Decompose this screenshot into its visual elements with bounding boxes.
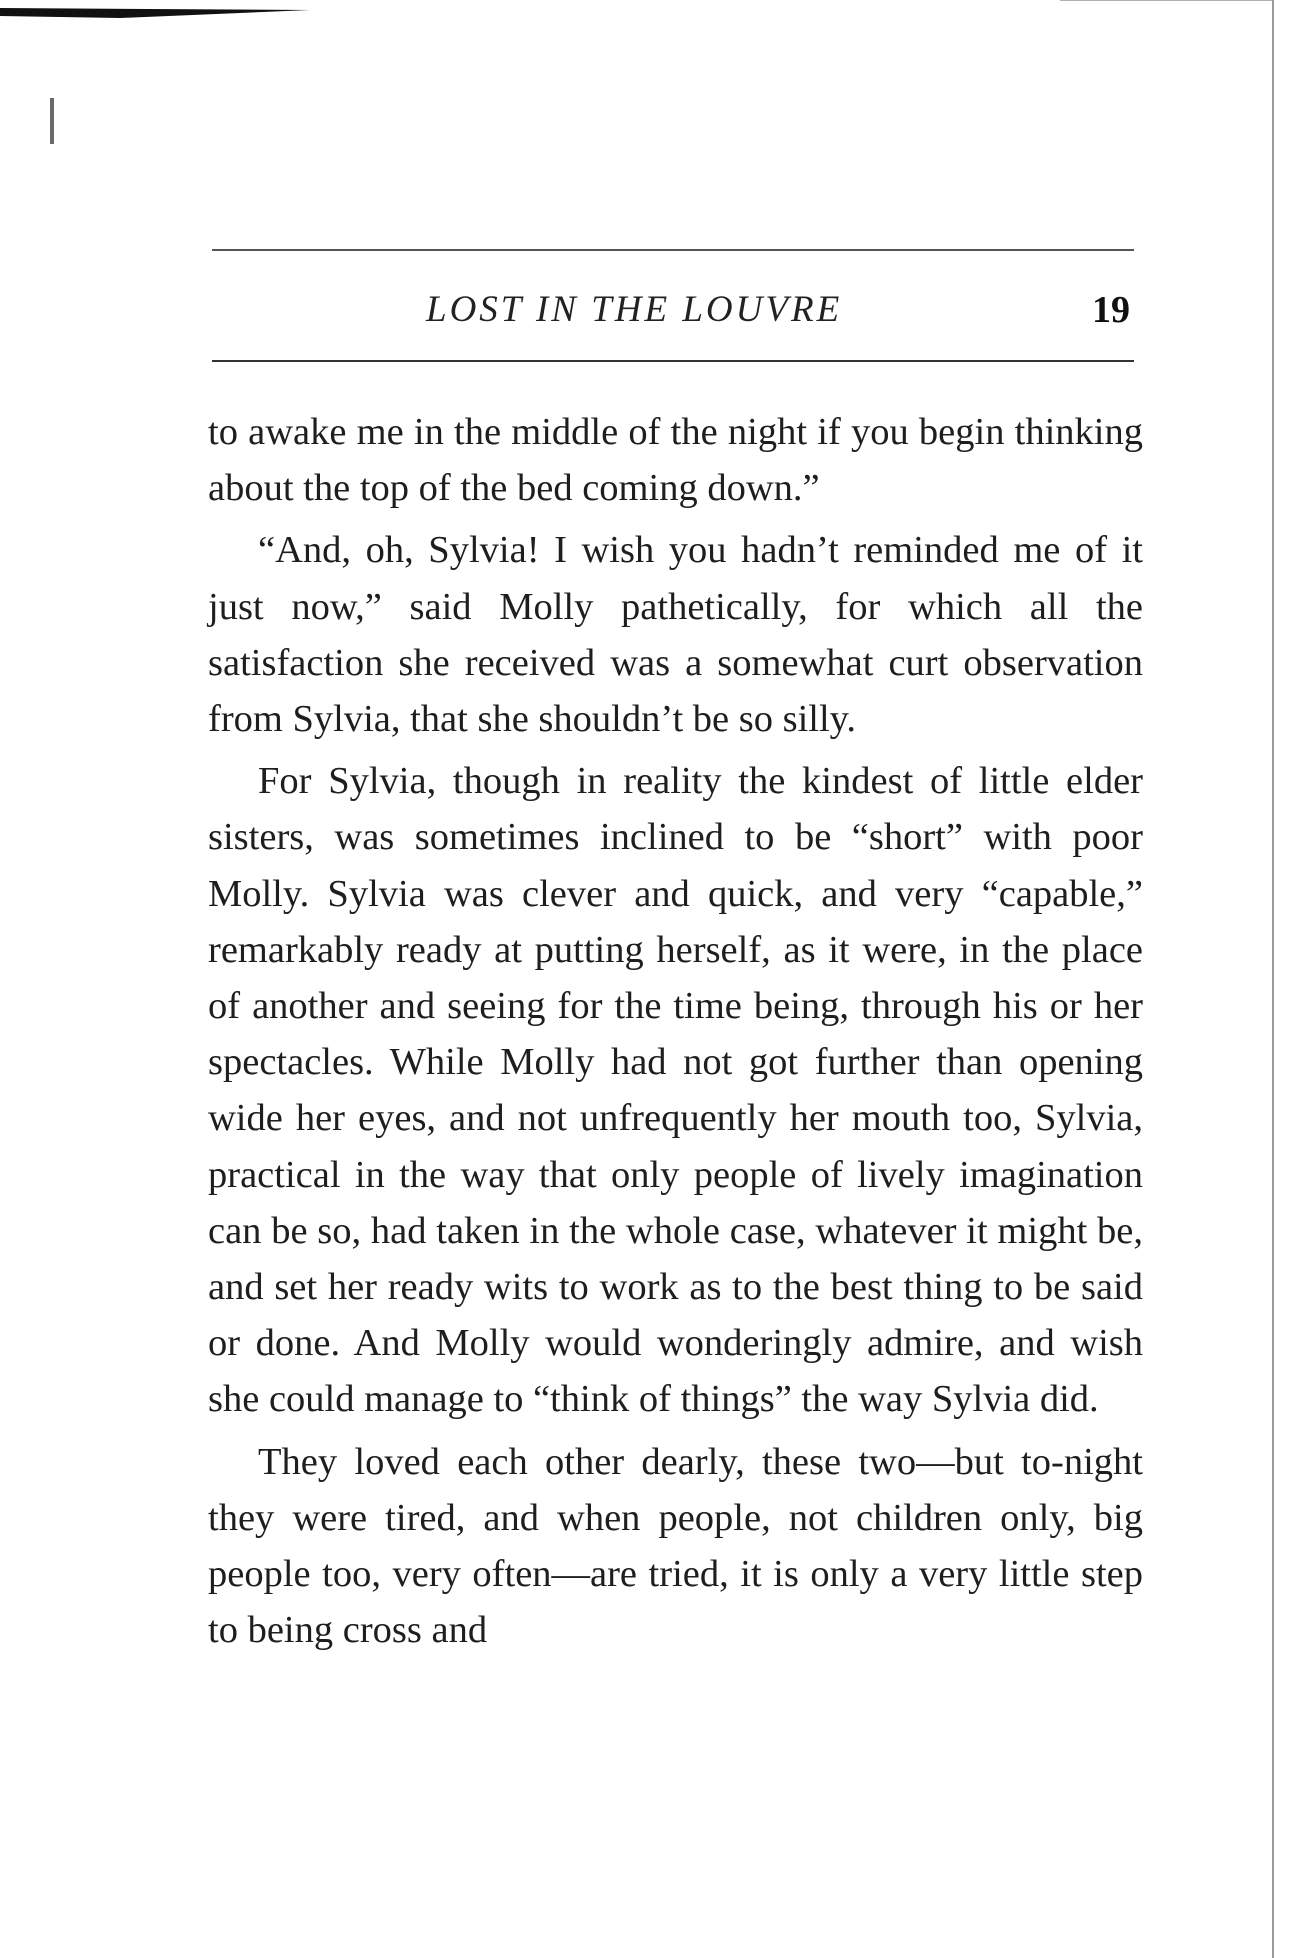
running-title: LOST IN THE LOUVRE xyxy=(426,289,843,330)
scan-edge-line xyxy=(1060,0,1272,1)
paragraph-2: “And, oh, Sylvia! I wish you hadn’t reminded me of it just now,” said Molly pathetically, for which all the satisfaction she received was a somewhat curt observation from Sylvia, that she shouldn’t be so silly. xyxy=(208,529,1143,741)
scan-edge-mark xyxy=(0,6,310,20)
running-head xyxy=(212,282,1134,342)
paragraph-3: For Sylvia, though in reality the kindest of little elder sisters, was sometimes inclined to be “short” with poor Molly. Sylvia was clever and quick, and very “capable,” remarkably ready at putting herself, as it were, in the place of another and seeing for the time being, through his or her spectacles. While Molly had not got further than opening wide her eyes, and not unfrequently her mouth too, Sylvia, practical in the way that only people of lively imagination can be so, had taken in the whole case, whatever it might be, and set her ready wits to work as to the best thing to be said or done. And Molly would wonderingly admire, and wish she could manage to “think of things” the way Sylvia did. xyxy=(208,760,1143,1421)
page-edge-line xyxy=(1272,0,1274,1958)
paragraph-4: They loved each other dearly, these two—but to-night they were tired, and when people, not children only, big people too, very often—are tried, it is only a very little step to being cross and xyxy=(208,1440,1143,1652)
header-rule-bottom xyxy=(212,360,1134,362)
page-number: 19 xyxy=(1092,289,1130,331)
paragraph-1: to awake me in the middle of the night if you begin thinking about the top of the bed coming down.” xyxy=(208,411,1143,510)
scan-margin-mark xyxy=(50,98,54,144)
header-rule-top xyxy=(212,249,1134,251)
body-text xyxy=(208,404,1143,1658)
